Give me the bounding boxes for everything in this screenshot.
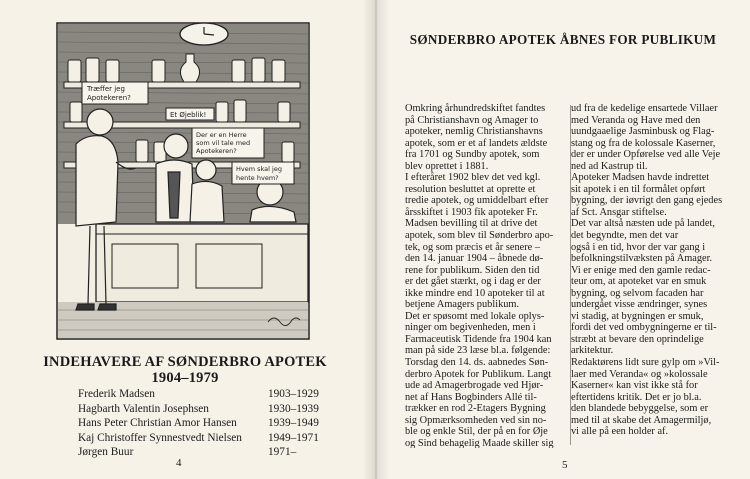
owner-years: 1971–: [268, 446, 297, 458]
text-line: med til at skabe det Amagermiljø,: [571, 414, 712, 426]
owners-list: [78, 387, 328, 460]
owners-heading: [40, 354, 330, 386]
speech-sign-4-line-2: hente hvem?: [236, 174, 279, 182]
text-line: Omkring århundredskiftet fandtes: [405, 103, 546, 114]
text-line: ude ad Amagerbrogade ved Hjør-: [405, 380, 544, 392]
text-line: apotek, som blev til Sønderbro apo-: [405, 230, 554, 242]
owner-row: [78, 402, 328, 417]
text-line: uundgaaelige Jasminbusk og Flag-: [571, 126, 715, 138]
text-line: ud fra de kedelige ensartede Villaer: [571, 103, 718, 114]
text-line: og Sind behagelig Maade skiller sig: [405, 437, 554, 448]
speech-sign-4-line-1: Hvem skal jeg: [236, 165, 282, 173]
speech-sign-3: [192, 128, 264, 158]
speech-sign-1-line-1: Træffer jeg: [87, 85, 125, 93]
text-line: sig Opmærksomheden ved sin no-: [405, 414, 547, 426]
owners-heading-line-2: 1904–1979: [151, 370, 219, 386]
text-line: trækker en rod 2-Etagers Bygning: [405, 403, 546, 415]
book-gutter: [362, 0, 390, 479]
text-column-2: [571, 103, 729, 448]
right-page: [376, 0, 750, 479]
text-line: apoteker, nemlig Christianshavns: [405, 126, 543, 138]
text-line: tredie apotek, og umiddelbart efter: [405, 195, 549, 207]
speech-sign-1: [82, 82, 148, 104]
text-line: ble og enkle Stil, der på en for Øje: [405, 426, 548, 438]
speech-sign-4: [232, 162, 294, 184]
text-line: bygning, der iøvrigt den gang ejedes: [571, 195, 723, 207]
text-line: sit apotek i en til formålet opført: [571, 183, 706, 195]
text-line: Vi er enige med den gamle redac-: [571, 264, 711, 276]
text-line: blev oprettet i 1881.: [405, 160, 489, 172]
owner-row: [78, 416, 328, 431]
text-line: af Sct. Ansgar stiftelse.: [571, 206, 667, 218]
text-line: ninger om begivenheden, men i: [405, 322, 536, 334]
owner-name: Kaj Christoffer Synnestvedt Nielsen: [78, 431, 242, 444]
owner-years: 1903–1929: [268, 388, 319, 400]
text-line: vi alle på een holder af.: [571, 426, 669, 438]
text-line: laer med Veranda« og »kolossale: [571, 368, 708, 380]
owner-name: Jørgen Buur: [78, 446, 134, 458]
owner-name: Hagbarth Valentin Josephsen: [78, 402, 209, 415]
owner-years: 1949–1971: [268, 431, 319, 444]
text-line: den blandede bebyggelse, som er: [571, 403, 709, 415]
speech-sign-3-line-2: som vil tale med: [196, 139, 251, 147]
owner-row: [78, 387, 328, 402]
text-line: derbro Apotek for Publikum. Langt: [405, 368, 552, 380]
text-line: eftertidens kritik. Det er jo bl.a.: [571, 391, 702, 403]
text-line: undergået visse ændringer, synes: [571, 299, 708, 311]
text-line: tek, og som præcis et år senere –: [405, 241, 541, 253]
text-line: med Veranda og Have med den: [571, 114, 701, 126]
text-line: Madsen bevilling til at drive det: [405, 218, 538, 230]
text-line: er det gået stærkt, og i dag er der: [405, 276, 541, 288]
text-line: Redaktørens lidt sure gylp om »Vil-: [571, 357, 720, 369]
text-line: også i en tid, hvor der var gang i: [571, 241, 706, 253]
text-line: Farmaceutisk Tidende fra 1904 kan: [405, 333, 552, 345]
column-divider: [570, 105, 571, 445]
text-line: Kaserner« kan vist ikke stå for: [571, 380, 698, 392]
text-line: net af Hans Bogbinders Allé til-: [405, 391, 537, 403]
text-line: ikke mindre end 10 apoteker til at: [405, 287, 545, 299]
clock-icon: [180, 23, 228, 45]
text-line: på Christianshavn og Amager to: [405, 114, 539, 126]
text-line: I efteråret 1902 blev det ved kgl.: [405, 172, 541, 184]
text-line: Apoteker Madsen havde indrettet: [571, 172, 710, 184]
text-line: Torsdag den 14. ds. aabnedes Søn-: [405, 357, 549, 369]
speech-sign-2: [166, 108, 214, 120]
speech-sign-2-line: Et Øjeblik!: [170, 111, 207, 119]
text-line: stang og fra de kolossale Kaserner,: [571, 137, 716, 149]
text-line: apotek, som er et af landets ældste: [405, 137, 548, 149]
text-line: vi stadig, at bygningen er smuk,: [571, 310, 704, 322]
owner-name: Frederik Madsen: [78, 388, 155, 400]
text-line: resolution besluttet at oprette et: [405, 183, 536, 195]
article-body: [405, 103, 729, 448]
text-column-1: [405, 103, 563, 448]
text-line: stræbt at bevare den oprindelige: [571, 333, 704, 345]
owners-heading-line-1: INDEHAVERE AF SØNDERBRO APOTEK: [43, 354, 327, 370]
text-line: Det var altså næsten ude på landet,: [571, 218, 715, 230]
pharmacy-cartoon-illustration: [56, 22, 310, 340]
text-line: befolkningstilvæksten på Amager.: [571, 253, 713, 265]
article-title: SØNDERBRO APOTEK ÅBNES FOR PUBLIKUM: [409, 32, 717, 47]
text-line: betjene Amagers publikum.: [405, 299, 520, 311]
owner-name: Hans Peter Christian Amor Hansen: [78, 417, 237, 429]
text-line: Det er spøsomt med lokale oplys-: [405, 310, 545, 322]
text-line: ned ad Kastrup til.: [571, 160, 648, 172]
text-line: bygning, og selvom facaden har: [571, 287, 704, 299]
text-line: man på side 23 læse bl.a. følgende:: [405, 345, 551, 357]
page-number-right: 5: [562, 459, 568, 471]
text-line: fordi det ved ombygningerne er til-: [571, 322, 717, 334]
speech-sign-3-line-1: Der er en Herre: [196, 131, 247, 139]
owner-row: [78, 431, 328, 446]
text-line: den 14. januar 1904 – åbnede dø-: [405, 253, 544, 265]
text-line: arkitektur.: [571, 345, 614, 357]
speech-sign-1-line-2: Apotekeren?: [87, 94, 131, 102]
text-line: rene for publikum. Siden den tid: [405, 264, 540, 276]
text-line: årsskiftet i 1903 fik apoteker Fr.: [405, 206, 538, 218]
page-number-left: 4: [176, 457, 182, 469]
text-line: det begyndte, men det var: [571, 230, 679, 242]
owner-years: 1930–1939: [268, 402, 319, 415]
speech-sign-3-line-3: Apotekeren?: [196, 147, 237, 155]
text-line: fra 1701 og Sundby apotek, som: [405, 149, 540, 161]
owner-years: 1939–1949: [268, 417, 319, 429]
text-line: der er under Opførelse ved alle Veje: [571, 149, 721, 161]
text-line: teur om, at apoteket var en smuk: [571, 276, 707, 288]
owner-row: [78, 445, 328, 460]
